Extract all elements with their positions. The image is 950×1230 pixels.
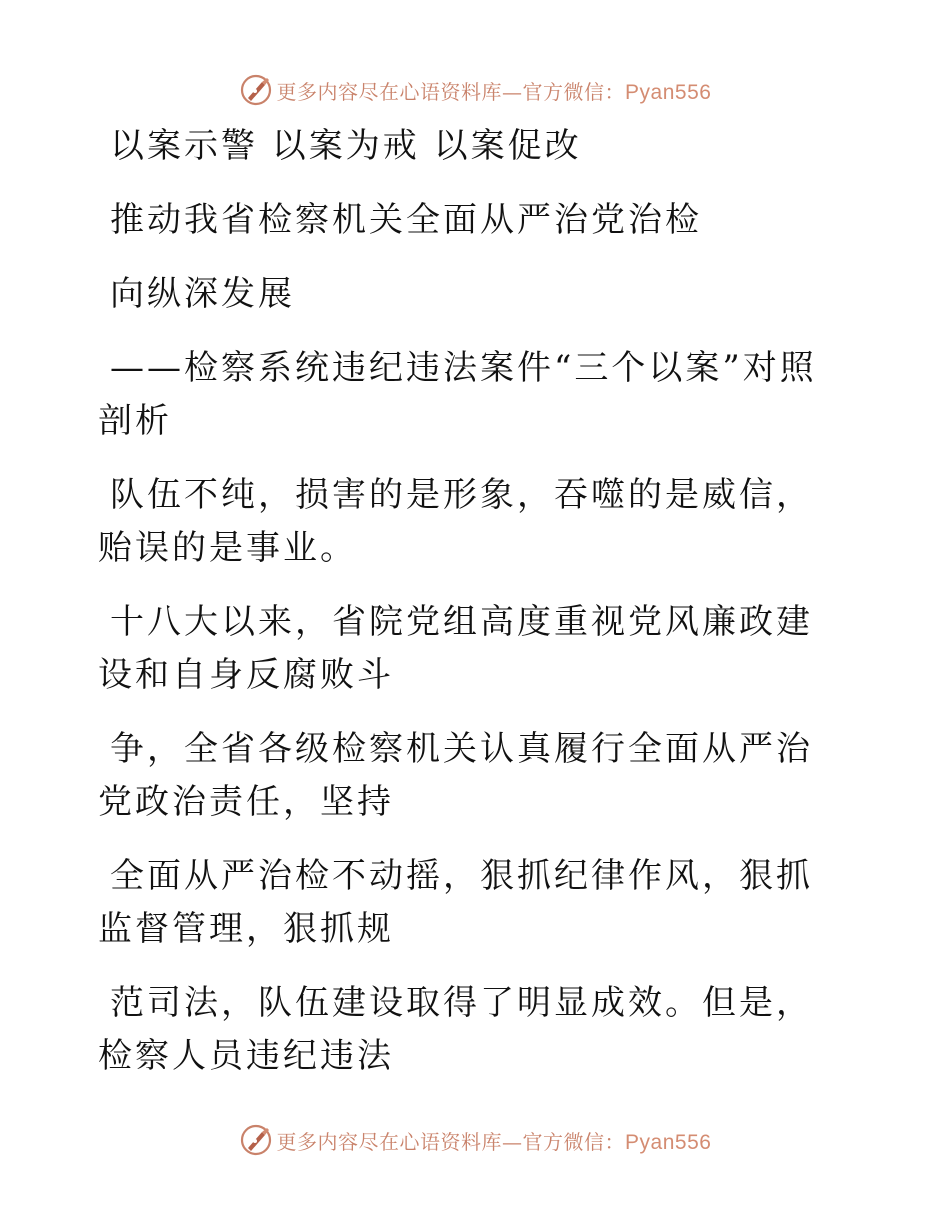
- title-line-2: 推动我省检察机关全面从严治党治检: [110, 200, 702, 240]
- subtitle-line: ——检察系统违纪违法案件“三个以案”对照剖析: [98, 348, 817, 441]
- header-watermark: [0, 70, 950, 110]
- paragraph-2: 十八大以来，省院党组高度重视党风廉政建设和自身反腐败斗: [98, 602, 813, 695]
- paragraph-3: 争，全省各级检察机关认真履行全面从严治党政治责任，坚持: [98, 729, 813, 822]
- watermark-text: 更多内容尽在心语资料库—官方微信：Pyan556: [276, 1129, 712, 1154]
- document-body: [98, 120, 838, 1104]
- footer-watermark: [0, 1120, 950, 1160]
- quill-pen-seal-icon: [239, 1123, 273, 1157]
- title-line-3: 向纵深发展: [110, 274, 295, 314]
- title-line-1: 以案示警 以案为戒 以案促改: [110, 126, 582, 166]
- paragraph-1: 队伍不纯，损害的是形象，吞噬的是威信，贻误的是事业。: [98, 475, 813, 568]
- quill-pen-seal-icon: [239, 73, 273, 107]
- paragraph-4: 全面从严治检不动摇，狠抓纪律作风，狠抓监督管理，狠抓规: [98, 856, 813, 949]
- watermark-text: 更多内容尽在心语资料库—官方微信：Pyan556: [276, 79, 712, 104]
- paragraph-5: 范司法，队伍建设取得了明显成效。但是，检察人员违纪违法: [98, 983, 813, 1076]
